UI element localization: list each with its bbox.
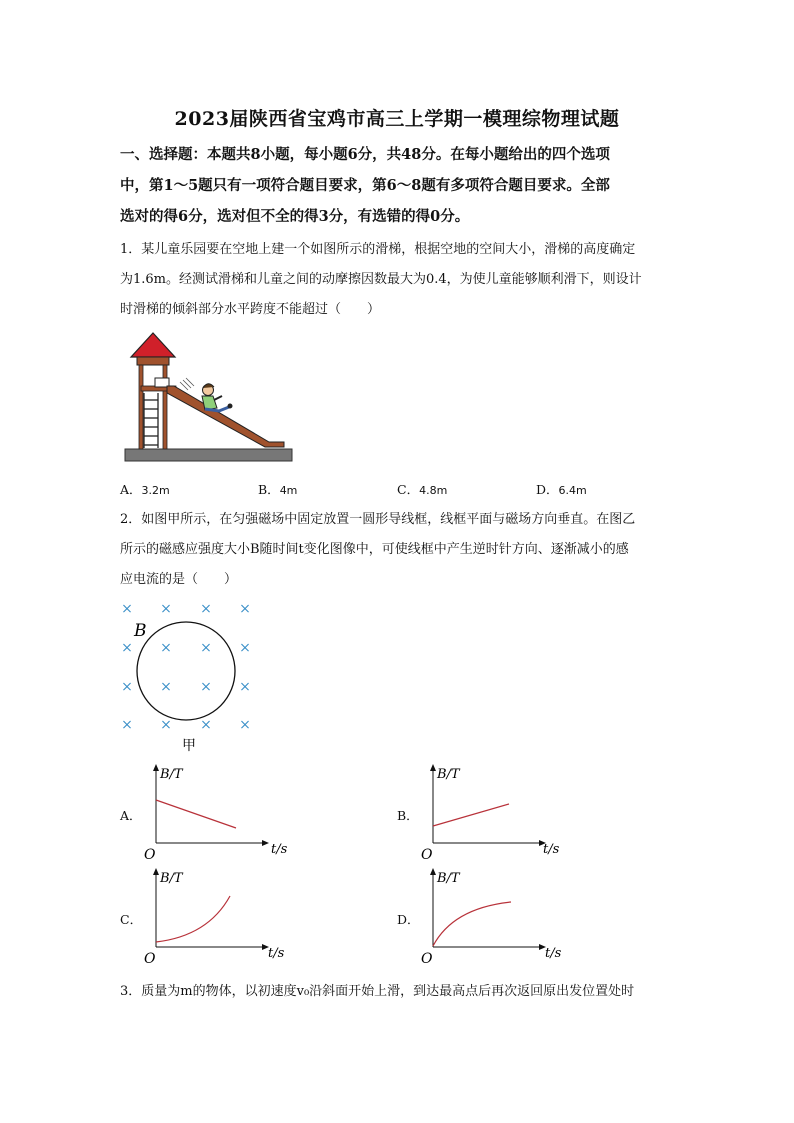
origin-label: O: [421, 847, 433, 863]
axis-y-label: B/T: [437, 871, 460, 886]
option-letter: B．: [258, 482, 280, 497]
graph-curve: [433, 902, 511, 946]
graph-a[interactable]: [138, 758, 308, 866]
figure-caption: 甲: [182, 738, 196, 754]
ground: [125, 449, 292, 461]
field-cross: ×: [239, 601, 251, 617]
graph-curve: [433, 804, 509, 826]
ladder: [144, 393, 158, 448]
q1-line-1: 1．某儿童乐园要在空地上建一个如图所示的滑梯，根据空地的空间大小，滑梯的高度确定: [120, 242, 636, 257]
field-cross: ×: [200, 601, 212, 617]
option-letter: A．: [120, 482, 142, 497]
graph-b[interactable]: [415, 758, 585, 866]
field-cross: ×: [121, 717, 133, 733]
q2-line-1: 2．如图甲所示，在匀强磁场中固定放置一圆形导线框，线框平面与磁场方向垂直。在图乙: [120, 512, 636, 527]
field-cross: ×: [200, 640, 212, 656]
axis-y-label: B/T: [160, 767, 183, 782]
page-title: 2023届陕西省宝鸡市高三上学期一模理综物理试题: [174, 108, 620, 130]
option-letter: D．: [536, 482, 559, 497]
wire-loop: [137, 622, 235, 720]
axis-x-label: t/s: [545, 946, 562, 961]
axis-x-label: t/s: [271, 842, 288, 857]
q1-option-a[interactable]: [120, 480, 170, 498]
q2-line-3: 应电流的是（ ）: [120, 572, 238, 587]
field-cross: ×: [200, 717, 212, 733]
q1-option-d[interactable]: [536, 480, 587, 498]
field-cross: ×: [239, 640, 251, 656]
field-cross: ×: [160, 601, 172, 617]
slide-illustration: [122, 330, 297, 465]
axis-y-label: B/T: [437, 767, 460, 782]
option-value: 6.4m: [558, 484, 587, 497]
option-value: 4.8m: [419, 484, 448, 497]
field-cross: ×: [160, 640, 172, 656]
option-value: 4m: [279, 484, 298, 497]
section-heading-line-1: 一、选择题：本题共8小题，每小题6分，共48分。在每小题给出的四个选项: [120, 146, 610, 163]
field-cross: ×: [121, 601, 133, 617]
section-heading-line-2: 中，第1～5题只有一项符合题目要求，第6～8题有多项符合题目要求。全部: [120, 177, 610, 194]
slide-chute: [167, 386, 284, 447]
field-cross: ×: [121, 640, 133, 656]
q1-line-2: 为1.6m。经测试滑梯和儿童之间的动摩擦因数最大为0.4，为使儿童能够顺利滑下，则设计: [120, 272, 642, 287]
q1-line-3: 时滑梯的倾斜部分水平跨度不能超过（ ）: [120, 302, 381, 317]
q2-option-a-label[interactable]: A．: [120, 808, 142, 823]
field-cross: ×: [200, 679, 212, 695]
tower-post-left: [139, 365, 143, 449]
origin-label: O: [144, 951, 156, 967]
graph-curve: [156, 896, 230, 942]
graph-curve: [156, 800, 236, 828]
field-cross: ×: [239, 679, 251, 695]
q2-line-2: 所示的磁感应强度大小B随时间t变化图像中，可使线框中产生逆时针方向、逐渐减小的感: [120, 542, 629, 557]
graph-c[interactable]: [138, 862, 308, 970]
axis-x-label: t/s: [268, 946, 285, 961]
q1-option-b[interactable]: [258, 480, 297, 498]
q3-line-1: 3．质量为m的物体，以初速度v₀沿斜面开始上滑，到达最高点后再次返回原出发位置处时: [120, 984, 635, 999]
field-cross: ×: [160, 717, 172, 733]
axis-x-label: t/s: [543, 842, 560, 857]
q2-option-d-label[interactable]: D．: [397, 912, 420, 927]
axis-y-label: B/T: [160, 871, 183, 886]
graph-d[interactable]: [415, 862, 585, 970]
q2-option-c-label[interactable]: C．: [120, 912, 143, 927]
section-heading-line-3: 选对的得6分，选对但不全的得3分，有选错的得0分。: [120, 208, 470, 225]
option-value: 3.2m: [141, 484, 170, 497]
q1-option-c[interactable]: [397, 480, 447, 498]
field-cross: ×: [121, 679, 133, 695]
figure-magnetic-field: [112, 596, 262, 756]
field-cross: ×: [160, 679, 172, 695]
origin-label: O: [144, 847, 156, 863]
slide-roof: [131, 333, 175, 357]
field-cross: ×: [239, 717, 251, 733]
option-letter: C．: [397, 482, 420, 497]
q2-option-b-label[interactable]: B．: [397, 808, 419, 823]
origin-label: O: [421, 951, 433, 967]
svg-text:B/T: [159, 767, 184, 782]
field-label: B: [134, 621, 147, 641]
